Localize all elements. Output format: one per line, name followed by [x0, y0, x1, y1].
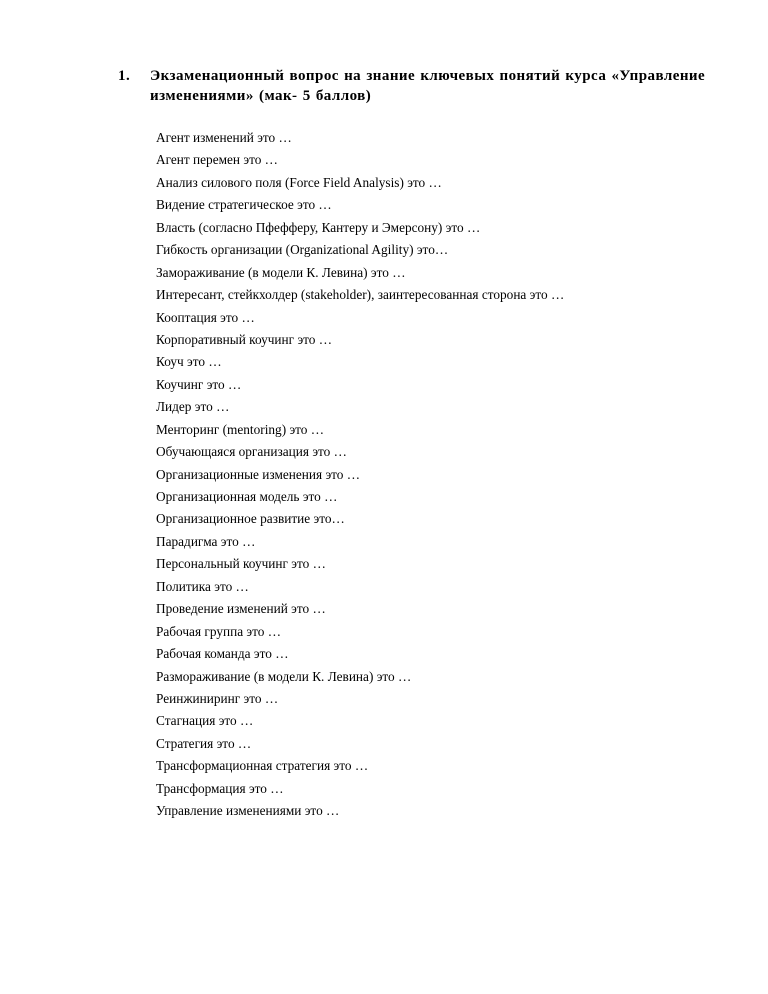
term-item: Парадигма это … — [156, 533, 256, 549]
term-item: Трансформация это … — [156, 780, 284, 796]
term-item: Интересант, стейкхолдер (stakeholder), заинтересованная сторона это … — [156, 287, 565, 303]
term-item: Стагнация это … — [156, 713, 254, 729]
term-item: Коуч это … — [156, 354, 222, 370]
term-item: Агент изменений это … — [156, 130, 292, 145]
question-number: 1. — [118, 68, 131, 84]
term-item: Замораживание (в модели К. Левина) это … — [156, 264, 406, 280]
term-item: Корпоративный коучинг это … — [156, 331, 333, 347]
term-item: Агент перемен это … — [156, 152, 278, 168]
term-item: Организационное развитие это… — [156, 511, 345, 527]
term-item: Коучинг это … — [156, 376, 242, 392]
term-item: Стратегия это … — [156, 735, 252, 751]
term-item: Рабочая группа это … — [156, 623, 282, 639]
term-item: Трансформационная стратегия это … — [156, 758, 369, 774]
term-item: Реинжиниринг это … — [156, 690, 279, 706]
term-item: Политика это … — [156, 578, 249, 594]
term-item: Управление изменениями это … — [156, 803, 340, 819]
term-item: Обучающаяся организация это … — [156, 444, 347, 460]
term-item: Гибкость организации (Organizational Agility) это… — [156, 242, 449, 258]
term-item: Организационные изменения это … — [156, 466, 361, 482]
term-item: Власть (согласно Пфефферу, Кантеру и Эмерсону) это … — [156, 219, 481, 235]
term-item: Размораживание (в модели К. Левина) это … — [156, 668, 412, 684]
exam-question-heading — [118, 66, 718, 106]
term-item: Кооптация это … — [156, 309, 255, 325]
question-text: Экзаменационный вопрос на знание ключевых понятий курса «Управление изменениями» (мак- 5 баллов) — [150, 68, 706, 104]
term-list — [156, 127, 564, 823]
term-item: Проведение изменений это … — [156, 601, 326, 617]
term-item: Видение стратегическое это … — [156, 197, 332, 213]
term-item: Лидер это … — [156, 399, 230, 415]
term-item: Менторинг (mentoring) это … — [156, 421, 325, 437]
term-item: Организационная модель это … — [156, 489, 338, 504]
term-item: Персональный коучинг это … — [156, 556, 326, 572]
term-item: Анализ силового поля (Force Field Analysis) это … — [156, 174, 442, 190]
term-item: Рабочая команда это … — [156, 646, 289, 662]
